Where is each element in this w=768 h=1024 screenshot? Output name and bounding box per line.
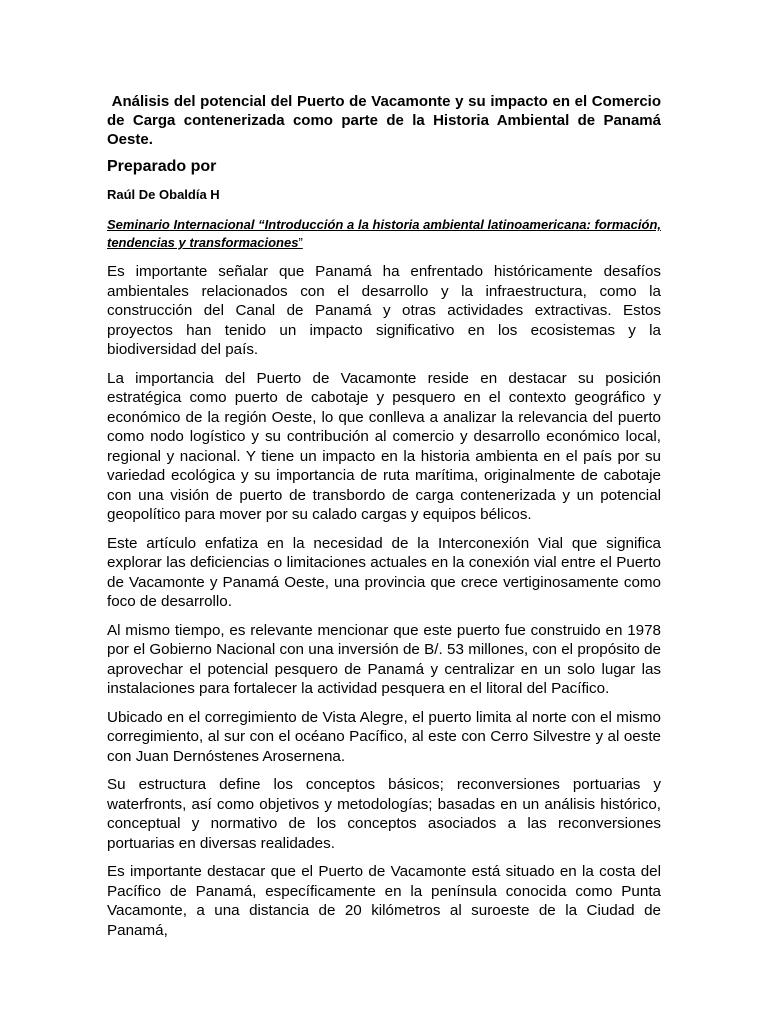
- prepared-by-label: Preparado por: [107, 158, 217, 175]
- seminar-title: Seminario Internacional “Introducción a la historia ambiental latinoamericana: formación, tendencias y transformaciones: [107, 217, 661, 250]
- body-paragraph: Es importante destacar que el Puerto de Vacamonte está situado en la costa del Pacífico de Panamá, específicamente en la península conocida como Punta Vacamonte, a una distancia de 20 kilómetros al suroeste de la Ciudad de Panamá,: [107, 863, 661, 939]
- document-page: [107, 92, 666, 949]
- body-paragraph: La importancia del Puerto de Vacamonte reside en destacar su posición estratégica como puerto de cabotaje y pesquero en el contexto geográfico y económico de la región Oeste, lo que conlleva a analizar la relevancia del puerto como nodo logístico y su contribución al comercio y desarrollo económico local, regional y nacional. Y tiene un impacto en la historia ambienta en el país por su variedad ecológica y su importancia de ruta marítima, originalmente de cabotaje con una visión de puerto de transbordo de carga contenerizada y un potencial geopolítico para mover por su calado cargas y equipos bélicos.: [107, 369, 661, 523]
- body-paragraph: Su estructura define los conceptos básicos; reconversiones portuarias y waterfronts, así como objetivos y metodologías; basadas en un análisis histórico, conceptual y normativo de los conceptos asociados a las reconversiones portuarias en diversas realidades.: [107, 776, 661, 852]
- body-paragraph: Al mismo tiempo, es relevante mencionar que este puerto fue construido en 1978 por el Gobierno Nacional con una inversión de B/. 53 millones, con el propósito de aprovechar el potencial pesquero de Panamá y centralizar en un solo lugar las instalaciones para fortalecer la actividad pesquera en el litoral del Pacífico.: [107, 621, 661, 697]
- document-title: Análisis del potencial del Puerto de Vacamonte y su impacto en el Comercio de Carga contenerizada como parte de la Historia Ambiental de Panamá Oeste.: [107, 93, 666, 148]
- body-paragraph: Este artículo enfatiza en la necesidad de la Interconexión Vial que significa explorar las deficiencias o limitaciones actuales en la conexión vial entre el Puerto de Vacamonte y Panamá Oeste, una provincia que crece vertiginosamente como foco de desarrollo.: [107, 534, 661, 610]
- author-name: Raúl De Obaldía H: [107, 187, 220, 202]
- body-paragraph: Es importante señalar que Panamá ha enfrentado históricamente desafíos ambientales relacionados con el desarrollo y la infraestructura, como la construcción del Canal de Panamá y otras actividades extractivas. Estos proyectos han tenido un impacto significativo en los ecosistemas y la biodiversidad del país.: [107, 263, 661, 358]
- body-paragraph: Ubicado en el corregimiento de Vista Alegre, el puerto limita al norte con el mismo corregimiento, al sur con el océano Pacífico, al este con Cerro Silvestre y al oeste con Juan Dernóstenes Arosernena.: [107, 708, 661, 765]
- seminar-line: [107, 216, 661, 252]
- seminar-closing-quote: ”: [298, 235, 303, 250]
